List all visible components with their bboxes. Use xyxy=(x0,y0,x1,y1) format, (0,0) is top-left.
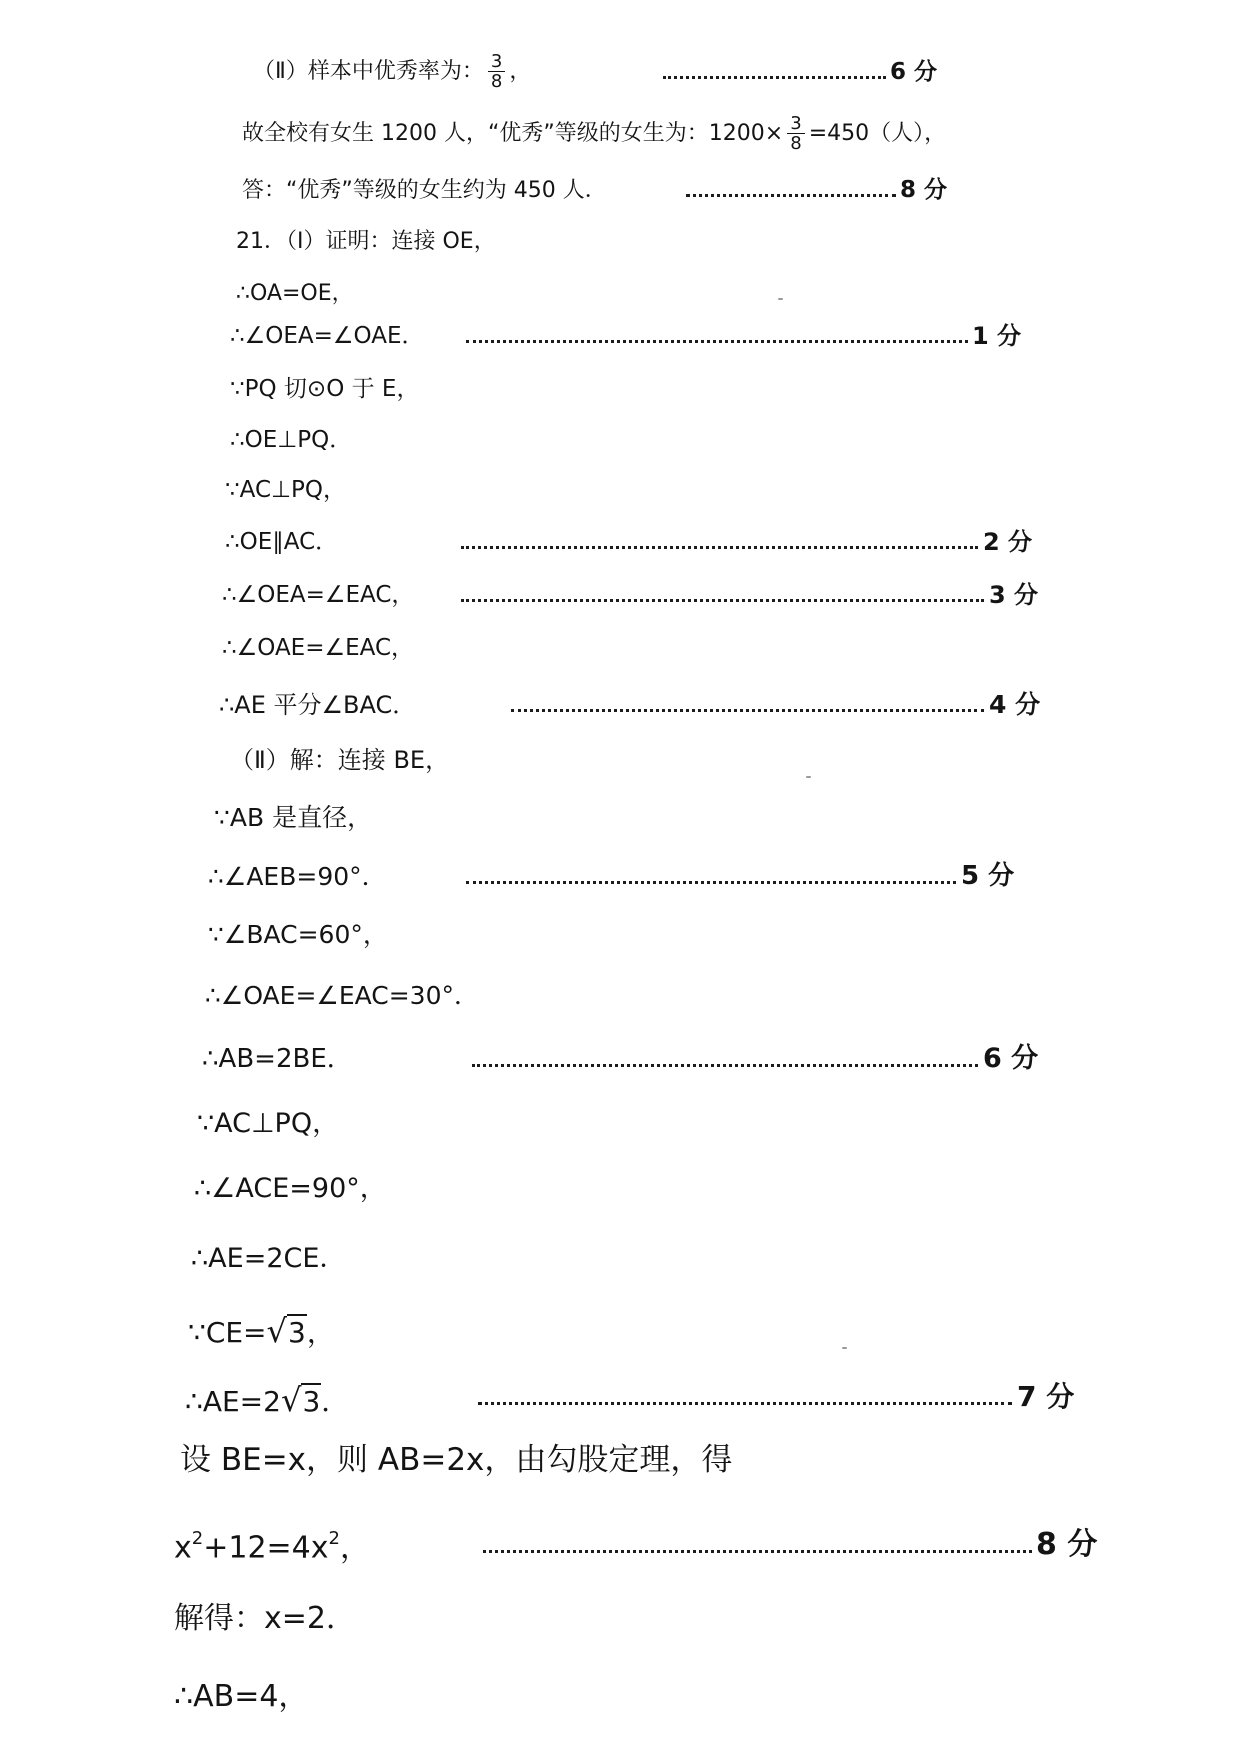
solution-step: 解得：x=2． xyxy=(174,1601,356,1636)
solution-step: ∴∠OAE=∠EAC=30°． xyxy=(205,981,479,1010)
dot-leader xyxy=(663,76,886,79)
proof-step: ∴OA=OE， xyxy=(236,281,354,306)
dot-leader xyxy=(466,881,956,884)
fraction-denominator: 8 xyxy=(488,71,505,91)
proof-step: ∴∠OEA=∠OAE． xyxy=(230,323,425,349)
score-mark: 6 分 xyxy=(983,1043,1039,1074)
line-suffix: ， xyxy=(339,1530,370,1566)
radicand: 3 xyxy=(288,1316,306,1349)
score-mark: 1 分 xyxy=(972,322,1022,350)
fraction-numerator: 3 xyxy=(790,113,802,134)
dot-leader xyxy=(461,546,978,549)
dot-leader xyxy=(472,1064,978,1067)
excellent-rate-line xyxy=(253,52,531,92)
exponent: 2 xyxy=(191,1528,204,1549)
line-text: x xyxy=(174,1530,192,1566)
solution-step: ∴AB=2BE． xyxy=(202,1044,353,1074)
line-text: 故全校有女生 1200 人，“优秀”等级的女生为：1200× xyxy=(242,120,784,146)
score-mark: 6 分 xyxy=(890,59,938,85)
fraction-denominator: 8 xyxy=(787,133,804,153)
solution-step xyxy=(185,1381,349,1420)
fraction-numerator: 3 xyxy=(490,51,503,72)
score-mark: 8 分 xyxy=(1036,1527,1098,1562)
equation-line xyxy=(174,1528,370,1567)
fraction xyxy=(787,114,804,154)
dot-leader xyxy=(511,709,984,712)
line-middle: +12=4x xyxy=(203,1530,329,1566)
radical-sign: √ xyxy=(280,1381,302,1419)
radicand: 3 xyxy=(302,1385,321,1418)
line-suffix: ， xyxy=(509,58,532,84)
score-mark: 2 分 xyxy=(983,528,1033,556)
line-text: ∴AE=2 xyxy=(185,1385,281,1418)
proof-step: ∴AE 平分∠BAC． xyxy=(219,691,417,719)
solution-step: ∴AE=2CE． xyxy=(191,1243,347,1274)
score-mark: 3 分 xyxy=(989,581,1039,609)
proof-step: ∴OE⊥PQ． xyxy=(230,427,353,453)
solution-step: ∴AB=4， xyxy=(174,1679,309,1714)
dot-leader xyxy=(483,1550,1032,1553)
proof-step: ∵PQ 切⊙O 于 E， xyxy=(230,376,420,402)
scan-speck xyxy=(806,776,811,778)
solution-step: ∵AC⊥PQ， xyxy=(197,1108,340,1139)
score-mark: 8 分 xyxy=(900,177,948,203)
proof-step: ∴∠OAE=∠EAC， xyxy=(222,635,415,661)
solution-step: 设 BE=x，则 AB=2x，由勾股定理，得 xyxy=(180,1442,733,1478)
proof-step: ∴OE∥AC． xyxy=(225,529,339,555)
score-mark: 4 分 xyxy=(989,690,1041,719)
proof-step: ∴∠OEA=∠EAC， xyxy=(222,582,415,608)
dot-leader xyxy=(461,599,984,602)
part-2-heading: （Ⅱ）解：连接 BE， xyxy=(230,746,450,774)
solution-step: ∵∠BAC=60°， xyxy=(208,920,388,949)
scan-speck xyxy=(778,298,783,300)
whole-school-line xyxy=(242,114,946,154)
answer-line: 答：“优秀”等级的女生约为 450 人． xyxy=(242,178,607,203)
dot-leader xyxy=(686,194,896,197)
solution-step: ∵AB 是直径， xyxy=(214,803,373,832)
solution-step: ∴∠ACE=90°， xyxy=(194,1173,387,1204)
question-21-heading: 21．（Ⅰ）证明：连接 OE， xyxy=(236,229,496,254)
dot-leader xyxy=(478,1402,1012,1405)
line-suffix: ． xyxy=(321,1385,350,1418)
line-suffix: ， xyxy=(306,1316,335,1349)
solution-step xyxy=(188,1312,335,1351)
solution-step: ∴∠AEB=90°． xyxy=(208,862,387,891)
line-text: ∵CE= xyxy=(188,1316,267,1349)
score-mark: 7 分 xyxy=(1017,1380,1075,1413)
exponent: 2 xyxy=(328,1528,340,1549)
fraction xyxy=(488,52,505,92)
radical-sign: √ xyxy=(266,1312,288,1350)
score-mark: 5 分 xyxy=(961,861,1015,891)
line-text: （Ⅱ）样本中优秀率为： xyxy=(253,58,484,84)
proof-step: ∵AC⊥PQ， xyxy=(225,477,347,503)
scan-speck xyxy=(842,1347,847,1349)
dot-leader xyxy=(466,340,968,343)
line-suffix: =450（人）， xyxy=(808,120,947,146)
